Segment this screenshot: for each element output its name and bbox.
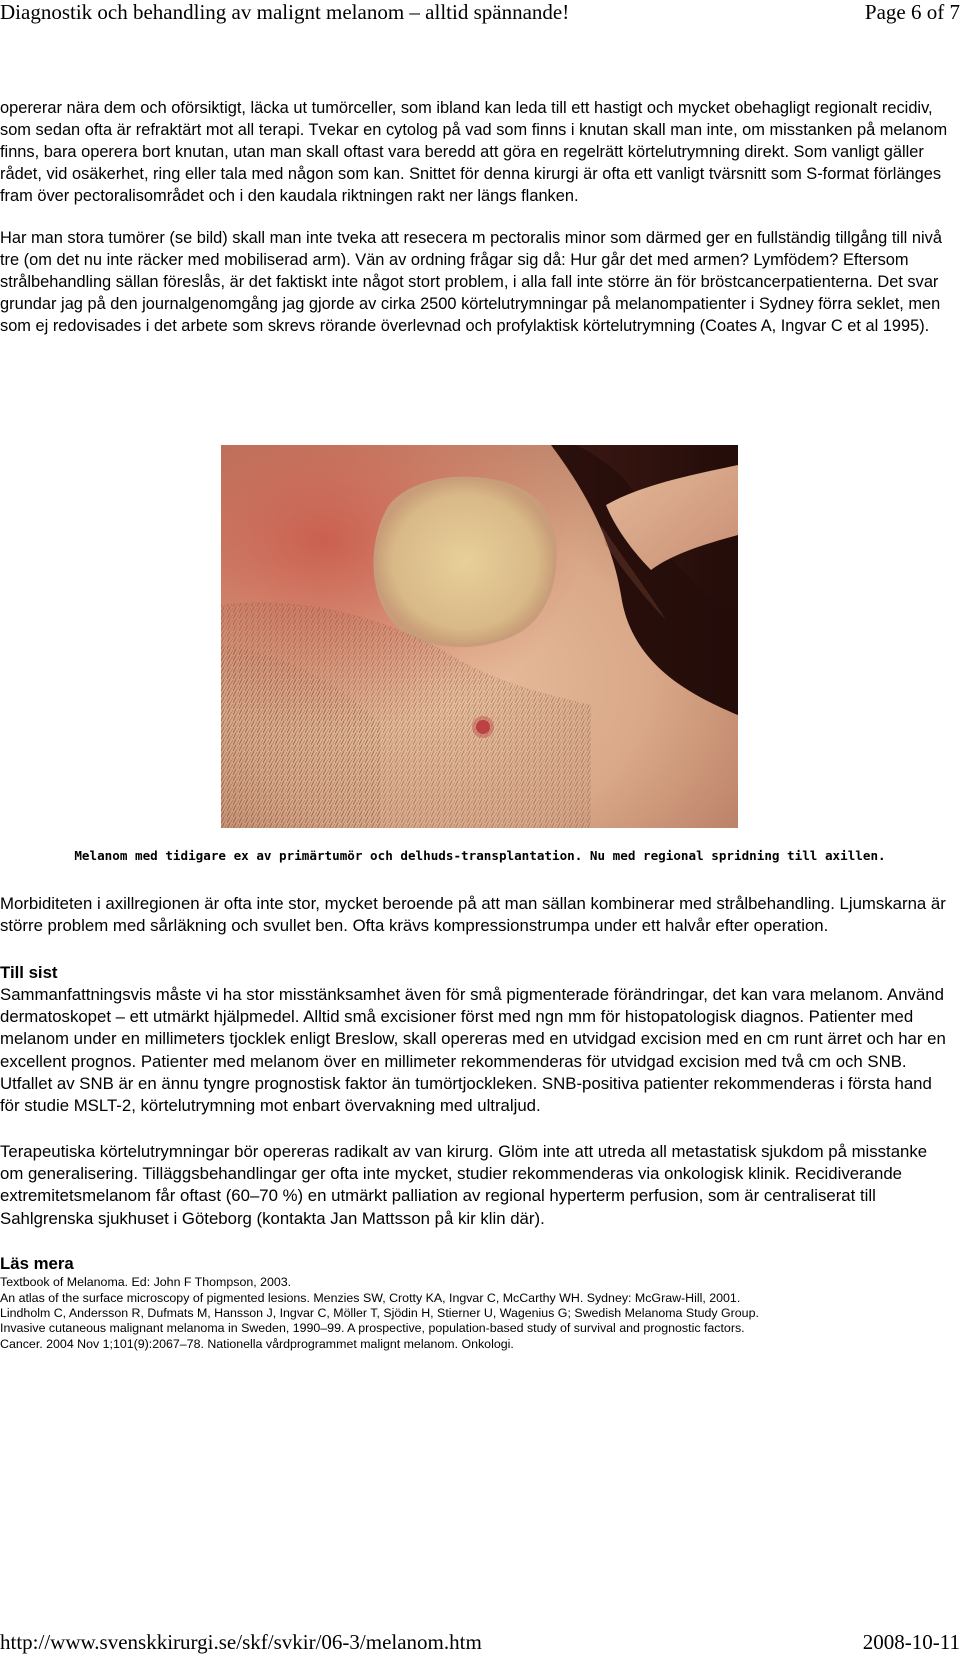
reference-item: Cancer. 2004 Nov 1;101(9):2067–78. Nationella vårdprogrammet malignt melanom. Onkologi.	[0, 1336, 514, 1351]
clinical-photo-svg	[221, 445, 738, 828]
page-header	[0, 0, 960, 30]
paragraph-summary: Sammanfattningsvis måste vi ha stor misstänksamhet även för små pigmenterade förändringar, det kan vara melanom. Använd dermatoskopet – ett utmärkt hjälpmedel. Alltid små excisioner först med ngn mm för histopatologisk diagnos. Patienter med melanom under en millimeters tjocklek enligt Breslow, skall opereras med en utvidgad excision med en cm runt ärret och har en excellent prognos. Patienter med melanom över en millimeter rekommenderas för utvidgad excision med två cm och SNB. Utfallet av SNB är en ännu tyngre prognostisk faktor än tumörtjockleken. SNB-positiva patienter rekommenderas i första hand för studie MSLT-2, körtelutrymning mot enbart övervakning med ultraljud.	[0, 984, 946, 1116]
reference-item: Lindholm C, Andersson R, Dufmats M, Hansson J, Ingvar C, Möller T, Sjödin H, Stierner U, Wagenius G; Swedish Melanoma Study Group.	[0, 1305, 759, 1320]
reference-item: Textbook of Melanoma. Ed: John F Thompson, 2003.	[0, 1275, 292, 1290]
page-footer	[0, 1630, 960, 1654]
page-number: Page 6 of 7	[864, 0, 960, 24]
figure-caption: Melanom med tidigare ex av primärtumör och delhuds-transplantation. Nu med regional spridning till axillen.	[74, 848, 886, 863]
paragraph-therapeutic: Terapeutiska körtelutrymningar bör opereras radikalt av van kirurg. Glöm inte att utreda all metastatisk sjukdom på misstanke om generalisering. Tilläggsbehandlingar ger ofta inte mycket, studier rekommenderas via onkologisk klinik. Recidiverande extremitetsmelanom får oftast (60–70 %) en utmärkt palliation av regional hyperterm perfusion, som är centraliserat till Sahlgrenska sjukhuset i Göteborg (kontakta Jan Mattsson på kir klin där).	[0, 1141, 928, 1228]
reference-item: An atlas of the surface microscopy of pigmented lesions. Menzies SW, Crotty KA, Ingvar C, McCarthy WH. Sydney: McGraw-Hill, 2001.	[0, 1290, 741, 1305]
article-body-lower	[0, 893, 955, 1352]
clinical-photo	[221, 445, 738, 828]
reference-list	[0, 1275, 955, 1352]
heading-read-more: Läs mera	[0, 1253, 74, 1273]
reference-item: Invasive cutaneous malignant melanoma in Sweden, 1990–99. A prospective, population-based study of survival and prognostic factors.	[0, 1321, 745, 1336]
footer-url: http://www.svenskkirurgi.se/skf/svkir/06-3/melanom.htm	[0, 1630, 482, 1654]
paragraph-surgery-technique: opererar nära dem och oförsiktigt, läcka ut tumörceller, som ibland kan leda till ett hastigt och mycket obehagligt regionalt recidiv, som sedan ofta är refraktärt mot all terapi. Tvekar en cytolog på vad som finns i knutan skall man inte, om misstanken på melanom finns, bara operera bort knutan, utan man skall oftast vara beredd att göra en regelrätt körtelutrymning direkt. Som vanligt gäller rådet, vid osäkerhet, ring eller tala med någon som kan. Snittet för denna kirurgi är ofta ett vanligt tvärsnitt som S-format förlänges fram över pectoralisområdet och i den kaudala riktningen rakt ner längs flanken.	[0, 99, 948, 205]
heading-summary: Till sist	[0, 962, 58, 982]
footer-date: 2008-10-11	[862, 1630, 960, 1654]
paragraph-morbidity: Morbiditeten i axillregionen är ofta inte stor, mycket beroende på att man sällan kombinerar med strålbehandling. Ljumskarna är större problem med sårläkning och svullet ben. Ofta krävs kompressionstrumpa under ett halvår efter operation.	[0, 894, 946, 936]
paragraph-large-tumors: Har man stora tumörer (se bild) skall man inte tveka att resecera m pectoralis minor som därmed ger en fullständig tillgång till nivå tre (om det nu inte räcker med mobiliserad arm). Vän av ordning frågar sig då: Hur går det med armen? Lymfödem? Eftersom strålbehandling sällan föreslås, är det faktiskt inte något stort problem, i alla fall inte större än för bröstcancerpatienterna. Det svar grundar jag på den journalgenomgång jag gjorde av cirka 2500 körtelutrymningar på melanompatienter i Sydney förra seklet, men som ej redovisades i det arbete som skrevs rörande överlevnad och profylaktisk körtelutrymning (Coates A, Ingvar C et al 1995).	[0, 229, 942, 335]
article-body-upper	[0, 97, 955, 357]
document-title: Diagnostik och behandling av malignt melanom – alltid spännande!	[0, 0, 570, 24]
